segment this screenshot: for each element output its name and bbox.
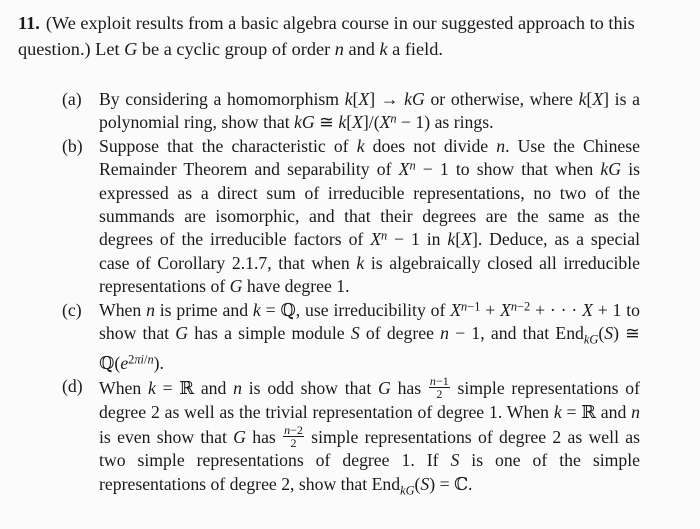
part-b [62, 135, 640, 299]
part-c [62, 299, 640, 376]
part-label: (a) [62, 89, 82, 109]
part-a [62, 88, 640, 135]
part-label: (c) [62, 299, 82, 320]
part-label: (b) [62, 135, 83, 156]
part-d [62, 375, 640, 502]
question-intro-text: (We exploit results from a basic algebra course in our suggested approach to this question.) Let G be a cyclic group of order n and k a field. [18, 13, 635, 59]
question-intro [18, 10, 683, 62]
part-text: By considering a homomorphism k[X] → kG or otherwise, where k[X] is a polynomial ring, show that kG ≅ $k[X]/(X^n - 1)$ as rings. [99, 89, 640, 133]
part-text: Suppose that the characteristic of k does not divide n. Use the Chinese Remainder Theorem and separability of $X^n - 1$ to show that when kG is expressed as a direct sum of irreducible representations, no two of the summands are isomorphic, and that their degrees are the same as the degrees of the irreducible factors of $X^n - 1$ in k[X]. Deduce, as a special case of Corollary 2.1.7, that when k is algebraically closed all irreducible representations of G have degree 1. [99, 135, 640, 297]
question-parts [62, 88, 640, 503]
part-text: When k = ℝ and n is odd show that G has $\frac{n-1}{2}$ simple representations of degree 2 as well as the trivial representation of degree 1. When k = ℝ and n is even show that G has $\frac{n-2}{2}$ simple representations of degree 2 as well as two simple representations of degree 1. If S is one of the simple representations of degree 2, show that End$_{kG}$(S) = ℂ. [99, 374, 641, 498]
question-number: 11. [18, 13, 40, 33]
part-text: When n is prime and k = ℚ, use irreducibility of $X^{n-1} + X^{n-2}$ + · · · X + 1 to show that G has a simple module S of degree n − 1, and that End$_{kG}$(S) ≅ $ℚ(e^{2\pi i/n})$. [99, 299, 640, 373]
part-label: (d) [62, 376, 83, 397]
